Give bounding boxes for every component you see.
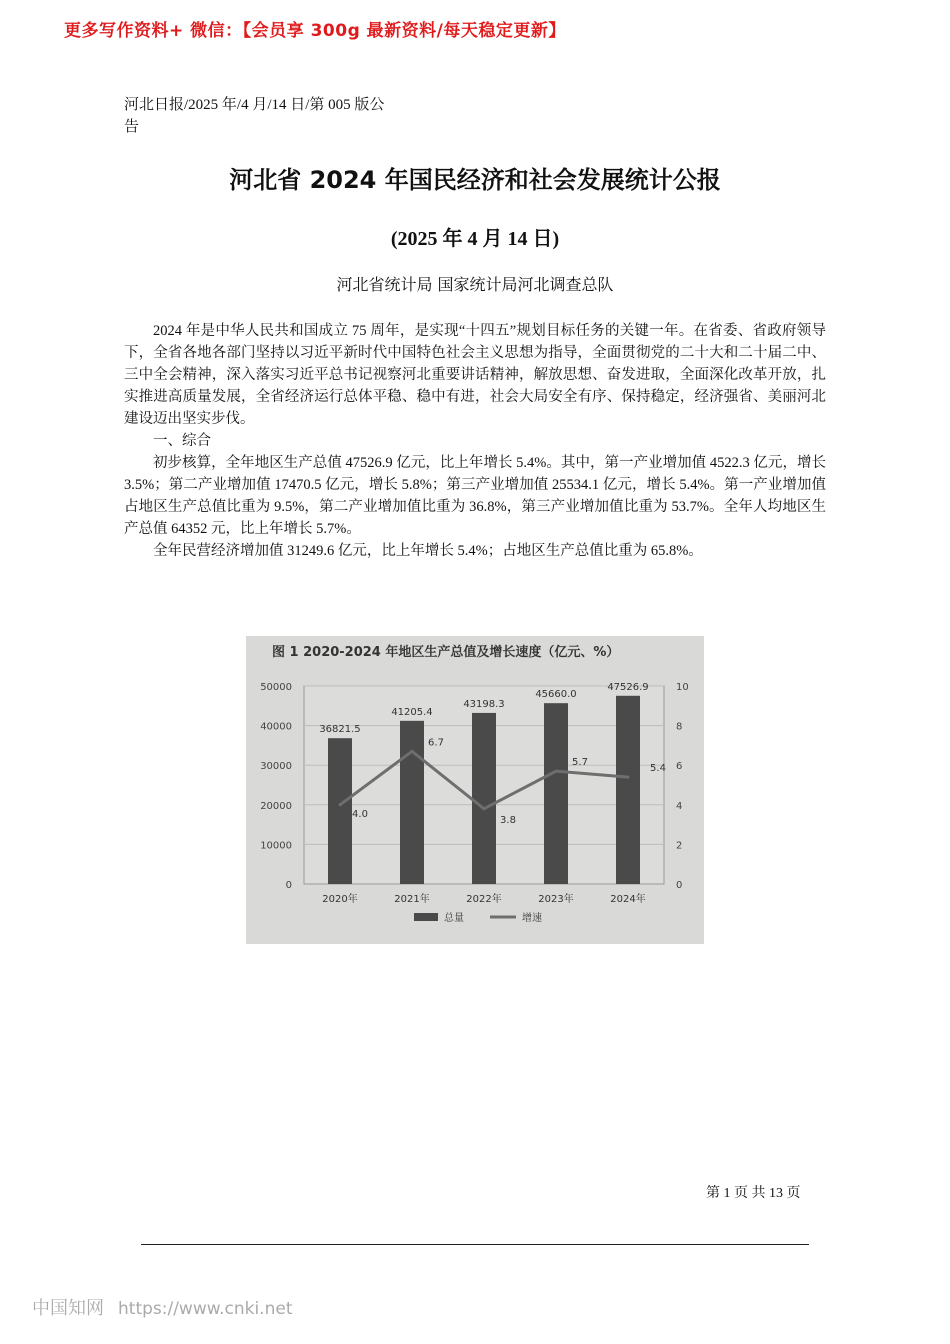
growth-value-label: 5.4 [650, 763, 666, 775]
left-tick-label: 30000 [260, 761, 292, 773]
right-tick-label: 8 [676, 721, 683, 733]
category-label: 2023年 [538, 894, 574, 905]
category-label: 2022年 [466, 894, 502, 905]
gdp-chart-svg [246, 636, 704, 944]
bar [400, 721, 424, 884]
document-title: 河北省 2024 年国民经济和社会发展统计公报 [229, 166, 721, 194]
left-tick-label: 20000 [260, 800, 292, 812]
gdp-chart [246, 636, 704, 944]
legend-bar-label: 总量 [444, 913, 464, 924]
paragraph-intro: 2024 年是中华人民共和国成立 75 周年，是实现“十四五”规划目标任务的关键一年。在省委、省政府领导下，全省各地各部门坚持以习近平新时代中国特色社会主义思想为指导，全面贯彻党的二十大和二十届二中、三中全会精神，深入落实习近平总书记视察河北重要讲话精神，解放思想、奋发进取，全面深化改革开放，扎实推进高质量发展，全省经济运行总体平稳、稳中有进，社会大局安全有序、保持稳定，经济强省、美丽河北建设迈出坚实步伐。 [124, 323, 826, 427]
left-tick-label: 10000 [260, 840, 292, 852]
watermark-url: https://www.cnki.net [118, 1299, 293, 1319]
source-line: 河北日报/2025 年/4 月/14 日/第 005 版公告 [124, 97, 385, 135]
bar-value-label: 47526.9 [607, 681, 649, 693]
bar [472, 713, 496, 884]
right-tick-label: 0 [676, 880, 683, 891]
category-label: 2024年 [610, 894, 646, 905]
bar-value-label: 36821.5 [319, 724, 361, 736]
growth-point [339, 803, 342, 806]
right-tick-label: 6 [676, 761, 683, 773]
left-tick-label: 40000 [260, 721, 292, 733]
right-tick-label: 2 [676, 840, 683, 852]
paragraph-private-economy: 全年民营经济增加值 31249.6 亿元，比上年增长 5.4%；占地区生产总值比重为 65.8%。 [153, 543, 703, 559]
promo-banner: 更多写作资料+ 微信：【会员享 300g 最新资料/每天稳定更新】 [64, 21, 566, 41]
document-authors: 河北省统计局 国家统计局河北调查总队 [336, 275, 614, 294]
growth-value-label: 5.7 [572, 757, 588, 769]
category-label: 2020年 [322, 894, 358, 905]
bar-value-label: 43198.3 [463, 698, 505, 710]
growth-value-label: 3.8 [500, 814, 516, 826]
growth-point [483, 807, 486, 810]
left-tick-label: 50000 [260, 682, 292, 693]
right-tick-label: 10 [676, 682, 689, 693]
growth-value-label: 4.0 [352, 808, 368, 820]
left-tick-label: 0 [285, 880, 292, 891]
paragraph-gdp: 初步核算，全年地区生产总值 47526.9 亿元，比上年增长 5.4%。其中，第一产业增加值 4522.3 亿元，增长 3.5%；第二产业增加值 17470.5 亿元，增长 5.8%；第三产业增加值 25534.1 亿元，增长 5.4%。第一产业增加值占地区生产总值比重为 9.5%，第二产业增加值比重为 36.8%，第三产业增加值比重为 53.7%。全年人均地区生产总值 64352 元，比上年增长 5.7%。 [124, 455, 826, 537]
document-date: (2025 年 4 月 14 日) [390, 228, 560, 250]
chart-title: 图 1 2020-2024 年地区生产总值及增长速度（亿元、%） [272, 645, 620, 660]
bar [616, 696, 640, 884]
right-tick-label: 4 [676, 800, 683, 812]
watermark-brand: 中国知网 [32, 1298, 104, 1319]
bar [544, 703, 568, 884]
section-heading: 一、综合 [153, 433, 211, 449]
bar-value-label: 41205.4 [391, 706, 433, 718]
page-number: 第 1 页 共 13 页 [706, 1186, 801, 1201]
legend-line-label: 增速 [522, 913, 542, 924]
growth-point [411, 750, 414, 753]
growth-value-label: 6.7 [428, 737, 444, 749]
category-label: 2021年 [394, 894, 430, 905]
legend-bar-swatch [414, 913, 438, 921]
growth-point [627, 776, 630, 779]
bar-value-label: 45660.0 [535, 689, 577, 701]
growth-point [555, 770, 558, 773]
bar [328, 738, 352, 884]
cnki-watermark [32, 1294, 292, 1320]
body-text [124, 320, 826, 562]
footer-divider [141, 1244, 809, 1245]
